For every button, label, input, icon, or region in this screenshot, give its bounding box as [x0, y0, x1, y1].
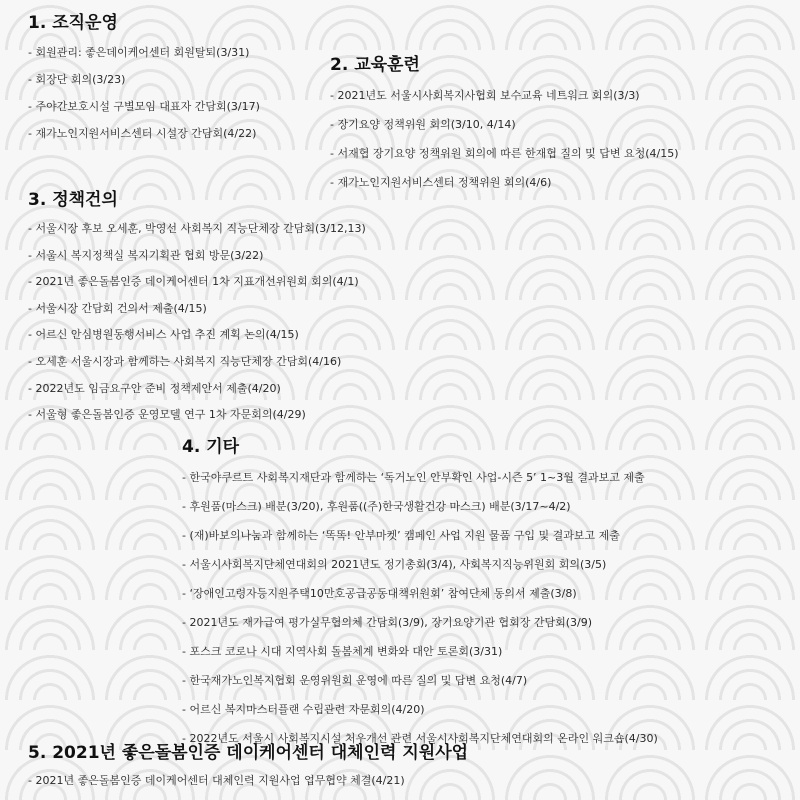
section-title: 5. 2021년 좋은돌봄인증 데이케어센터 대체인력 지원사업	[28, 743, 469, 763]
list-item: - 회원관리: 좋은데이케어센터 회원탈퇴(3/31)	[28, 46, 250, 59]
section-other	[182, 432, 658, 753]
list-item: - 재가노인지원서비스센터 정책위원 회의(4/6)	[330, 176, 552, 189]
list-item: - 서울시 복지정책실 복지기획관 협회 방문(3/22)	[28, 248, 264, 262]
list-item: - ‘장애인고령자등지원주택10만호공급공동대책위원회’ 참여단체 동의서 제출(3/8)	[182, 587, 577, 600]
list-item: - 서울시사회복지단체연대회의 2021년도 정기총회(3/4), 사회복지직능위원회 회의(3/5)	[182, 558, 607, 571]
list-item: - 후원품(마스크) 배분(3/20), 후원품((주)한국생활건강 마스크) 배분(3/17~4/2)	[182, 500, 571, 513]
list-item: - 한국야쿠르트 사회복지재단과 함께하는 ‘독거노인 안부확인 사업-시즌 5’ 1~3월 결과보고 제출	[182, 471, 645, 484]
list-item: - 2021년 좋은돌봄인증 데이케어센터 1차 지표개선위원회 회의(4/1)	[28, 275, 359, 289]
list-item: - 2021년도 재가급여 평가실무협의체 간담회(3/9), 장기요양기관 협회장 간담회(3/9)	[182, 616, 593, 629]
section-policy	[28, 185, 366, 429]
section-title: 1. 조직운영	[28, 13, 118, 33]
list-item: - 재가노인지원서비스센터 시설장 간담회(4/22)	[28, 127, 257, 140]
list-item: - 서울시장 간담회 건의서 제출(4/15)	[28, 301, 207, 315]
section-title: 4. 기타	[182, 437, 240, 457]
list-item: - 포스크 코로나 시대 지역사회 돌봄체계 변화와 대안 토론회(3/31)	[182, 645, 503, 658]
list-item: - 서재협 장기요양 정책위원 회의에 따른 한재협 질의 및 답변 요청(4/15)	[330, 147, 679, 160]
section-organization	[28, 8, 260, 147]
section-title: 2. 교육훈련	[330, 55, 420, 75]
list-item: - 2021년 좋은돌봄인증 데이케어센터 대체인력 지원사업 업무협약 체결(4/21)	[28, 774, 405, 787]
list-item: - 2022년도 서울시 사회복지시설 처우개선 관련 서울시사회복지단체연대회의 온라인 워크숍(4/30)	[182, 732, 658, 745]
list-item: - 주야간보호시설 구별모임 대표자 간담회(3/17)	[28, 100, 260, 113]
list-item: - 2022년도 임금요구안 준비 정책제안서 제출(4/20)	[28, 381, 281, 395]
list-item: - 서울형 좋은돌봄인증 운영모델 연구 1차 자문회의(4/29)	[28, 408, 306, 422]
section-substitute-staff	[28, 738, 468, 793]
list-item: - 어르신 안심병원동행서비스 사업 추진 계획 논의(4/15)	[28, 328, 299, 342]
list-item: - 장기요양 정책위원 회의(3/10, 4/14)	[330, 118, 516, 131]
section-title: 3. 정책건의	[28, 190, 118, 210]
list-item: - 어르신 복지마스터플랜 수립관련 자문회의(4/20)	[182, 703, 425, 716]
section-education	[330, 50, 679, 197]
list-item: - 회장단 회의(3/23)	[28, 73, 126, 86]
list-item: - 한국재가노인복지협회 운영위원회 운영에 따른 질의 및 답변 요청(4/7)	[182, 674, 528, 687]
list-item: - 오세훈 서울시장과 함께하는 사회복지 직능단체장 간담회(4/16)	[28, 354, 342, 368]
list-item: - 2021년도 서울시사회복지사협회 보수교육 네트워크 회의(3/3)	[330, 89, 640, 102]
list-item: - 서울시장 후보 오세훈, 박영선 사회복지 직능단체장 간담회(3/12,13)	[28, 222, 366, 235]
list-item: - (재)바보의나눔과 함께하는 ‘똑똑! 안부마켓’ 캠페인 사업 지원 물품 구입 및 결과보고 제출	[182, 529, 620, 542]
